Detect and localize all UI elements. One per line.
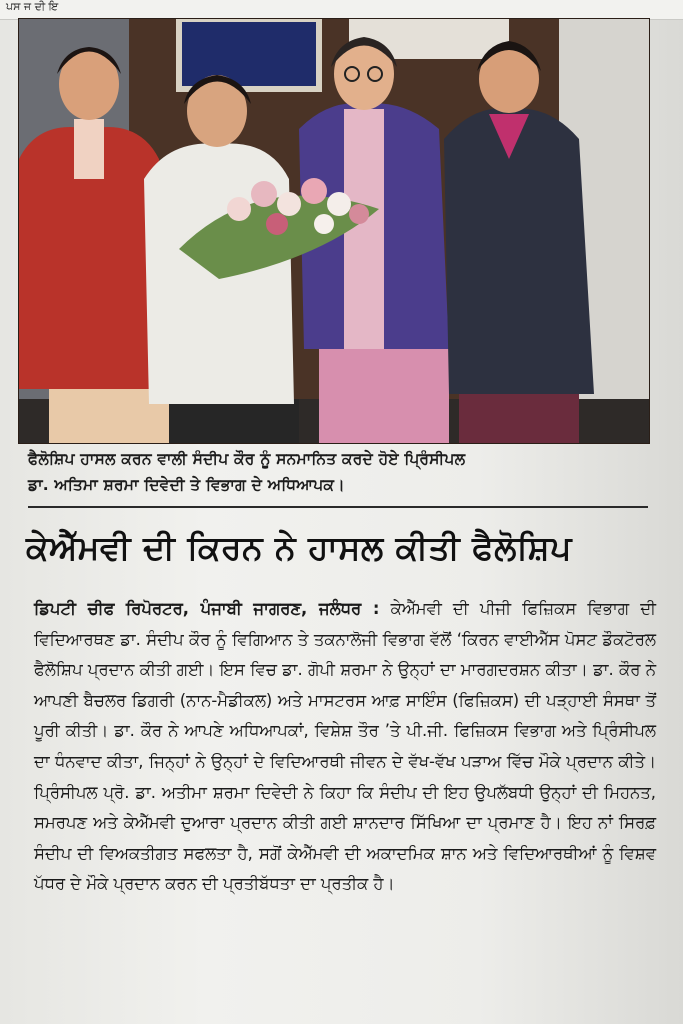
caption-line-1: ਫੈਲੋਸ਼ਿਪ ਹਾਸਲ ਕਰਨ ਵਾਲੀ ਸੰਦੀਪ ਕੌਰ ਨੂੰ ਸਨਮਾਨਿਤ ਕਰਦੇ ਹੋਏ ਪ੍ਰਿੰਸੀਪਲ: [28, 450, 466, 468]
caption-line-2: ਡਾ. ਅਤਿਮਾ ਸ਼ਰਮਾ ਦਿਵੇਦੀ ਤੇ ਵਿਭਾਗ ਦੇ ਅਧਿਆਪਕ।: [28, 476, 345, 494]
photo-illustration: [19, 19, 649, 443]
article-headline: ਕੇਐੱਮਵੀ ਦੀ ਕਿਰਨ ਨੇ ਹਾਸਲ ਕੀਤੀ ਫੈਲੋਸ਼ਿਪ: [26, 528, 572, 567]
news-photo: [18, 18, 650, 444]
article-paragraph: ਕੇਐੱਮਵੀ ਦੀ ਪੀਜੀ ਫਿਜ਼ਿਕਸ ਵਿਭਾਗ ਦੀ ਵਿਦਿਆਰਥਣ ਡਾ. ਸੰਦੀਪ ਕੌਰ ਨੂੰ ਵਿਗਿਆਨ ਤੇ ਤਕਨਾਲੋਜੀ ਵਿਭਾਗ ਵੱਲੋਂ ‘ਕਿਰਨ ਵਾਈਐੱਸ ਪੋਸਟ ਡੌਕਟੋਰਲ ਫੈਲੋਸ਼ਿਪ ਪ੍ਰਦਾਨ ਕੀਤੀ ਗਈ। ਇਸ ਵਿਚ ਡਾ. ਗੋਪੀ ਸ਼ਰਮਾ ਨੇ ਉਨ੍ਹਾਂ ਦਾ ਮਾਰਗਦਰਸ਼ਨ ਕੀਤਾ। ਡਾ. ਕੌਰ ਨੇ ਆਪਣੀ ਬੈਚਲਰ ਡਿਗਰੀ (ਨਾਨ-ਮੈਡੀਕਲ) ਅਤੇ ਮਾਸਟਰਸ ਆਫ਼ ਸਾਇੰਸ (ਫਿਜ਼ਿਕਸ) ਦੀ ਪੜ੍ਹਾਈ ਸੰਸਥਾ ਤੋਂ ਪੂਰੀ ਕੀਤੀ। ਡਾ. ਕੌਰ ਨੇ ਆਪਣੇ ਅਧਿਆਪਕਾਂ, ਵਿਸ਼ੇਸ਼ ਤੌਰ ’ਤੇ ਪੀ.ਜੀ. ਫਿਜ਼ਿਕਸ ਵਿਭਾਗ ਅਤੇ ਪ੍ਰਿੰਸੀਪਲ ਦਾ ਧੰਨਵਾਦ ਕੀਤਾ, ਜਿਨ੍ਹਾਂ ਨੇ ਉਨ੍ਹਾਂ ਦੇ ਵਿਦਿਆਰਥੀ ਜੀਵਨ ਦੇ ਵੱਖ-ਵੱਖ ਪੜਾਅ ਵਿੱਚ ਮੌਕੇ ਪ੍ਰਦਾਨ ਕੀਤੇ। ਪ੍ਰਿੰਸੀਪਲ ਪ੍ਰੋ. ਡਾ. ਅਤੀਮਾ ਸ਼ਰਮਾ ਦਿਵੇਦੀ ਨੇ ਕਿਹਾ ਕਿ ਸੰਦੀਪ ਦੀ ਇਹ ਉਪਲੱਬਧੀ ਉਨ੍ਹਾਂ ਦੀ ਮਿਹਨਤ, ਸਮਰਪਣ ਅਤੇ ਕੇਐੱਮਵੀ ਦੁਆਰਾ ਪ੍ਰਦਾਨ ਕੀਤੀ ਗਈ ਸ਼ਾਨਦਾਰ ਸਿੱਖਿਆ ਦਾ ਪ੍ਰਮਾਣ ਹੈ। ਇਹ ਨਾਂ ਸਿਰਫ਼ ਸੰਦੀਪ ਦੀ ਵਿਅਕਤੀਗਤ ਸਫਲਤਾ ਹੈ, ਸਗੋਂ ਕੇਐੱਮਵੀ ਦੀ ਅਕਾਦਮਿਕ ਸ਼ਾਨ ਅਤੇ ਵਿਦਿਆਰਥੀਆਂ ਨੂੰ ਵਿਸ਼ਵ ਪੱਧਰ ਦੇ ਮੌਕੇ ਪ੍ਰਦਾਨ ਕਰਨ ਦੀ ਪ੍ਰਤੀਬੱਧਤਾ ਦਾ ਪ੍ਰਤੀਕ ਹੈ।: [34, 599, 656, 894]
top-cut-text: ਪਸ ਜ ਦੀ ਇ: [0, 0, 683, 20]
section-divider: [28, 506, 648, 508]
photo-caption: [28, 446, 648, 498]
wall-frame: [179, 19, 319, 89]
article-body: [34, 594, 656, 900]
article-dateline: ਡਿਪਟੀ ਚੀਫ ਰਿਪੋਰਟਰ, ਪੰਜਾਬੀ ਜਾਗਰਣ, ਜਲੰਧਰ :: [34, 599, 380, 618]
